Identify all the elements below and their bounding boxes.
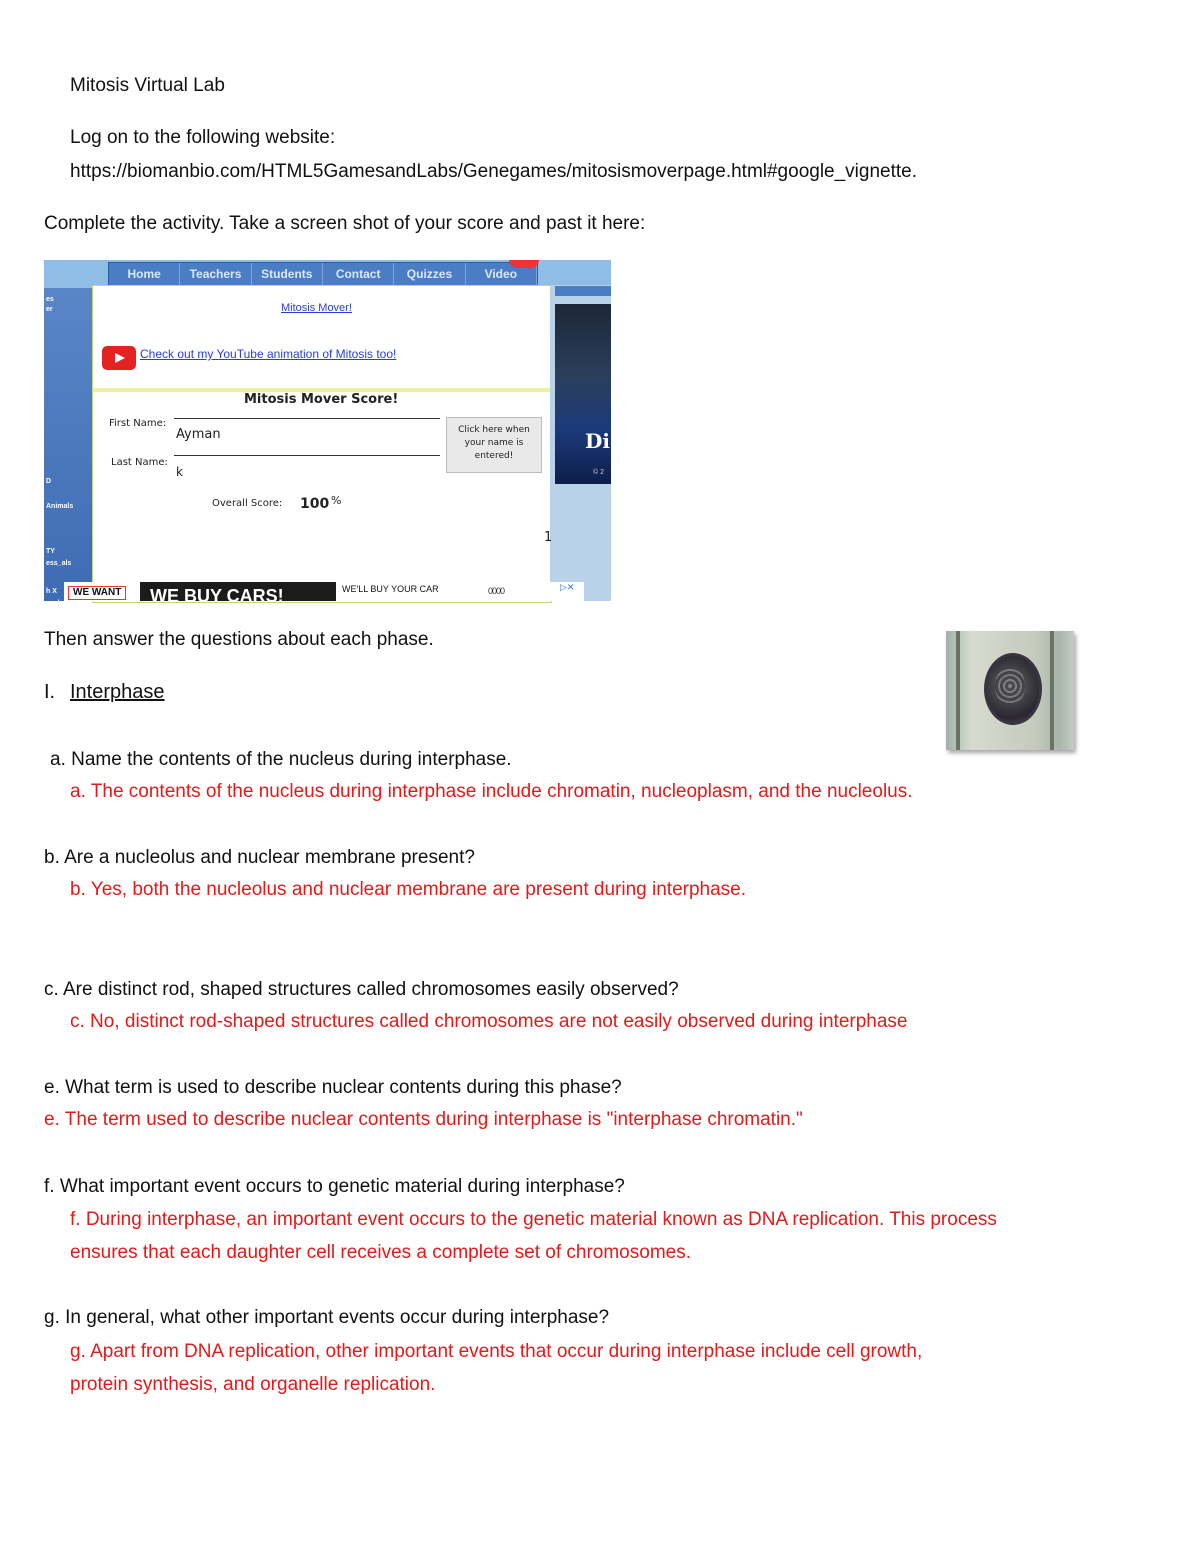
banner-well-buy: WE'LL BUY YOUR CAR bbox=[342, 584, 439, 594]
screenshot-nav-bar bbox=[108, 262, 538, 287]
ad-small-text: © 2 bbox=[593, 469, 604, 476]
first-name-label: First Name: bbox=[109, 418, 167, 429]
score-heading: Mitosis Mover Score! bbox=[244, 392, 399, 407]
answer-c: c. No, distinct rod-shaped structures called chromosomes are not easily observed during interphase bbox=[70, 1011, 908, 1032]
question-g: g. In general, what other important events occur during interphase? bbox=[44, 1307, 610, 1328]
bottom-ad-banner bbox=[64, 582, 584, 606]
question-e: e. What term is used to describe nuclear contents during this phase? bbox=[44, 1077, 622, 1098]
right-topbar bbox=[555, 286, 611, 296]
last-name-label: Last Name: bbox=[111, 457, 168, 468]
mitosis-mover-link: Mitosis Mover! bbox=[281, 302, 352, 314]
score-screenshot bbox=[44, 260, 611, 607]
nav-home: Home bbox=[109, 263, 180, 286]
answer-g-line1: g. Apart from DNA replication, other important events that occur during interphase include cell growth, bbox=[70, 1341, 923, 1362]
adchoices-icon: ▷✕ bbox=[560, 582, 575, 592]
doc-title: Mitosis Virtual Lab bbox=[70, 75, 225, 96]
logon-instruction: Log on to the following website: bbox=[70, 127, 336, 148]
banner-we-want: WE WANT bbox=[68, 586, 126, 600]
first-name-underline bbox=[174, 455, 440, 456]
answer-a: a. The contents of the nucleus during interphase include chromatin, nucleoplasm, and the nucleolus. bbox=[70, 781, 913, 802]
answer-f-line2: ensures that each daughter cell receives a complete set of chromosomes. bbox=[70, 1242, 691, 1263]
question-f: f. What important event occurs to genetic material during interphase? bbox=[44, 1176, 625, 1197]
nav-badge bbox=[509, 260, 539, 268]
question-a: a. Name the contents of the nucleus during interphase. bbox=[50, 749, 512, 770]
side-advertisement bbox=[555, 304, 611, 484]
then-instruction: Then answer the questions about each phase. bbox=[44, 629, 434, 650]
nav-video: Video bbox=[466, 263, 537, 286]
screenshot-instruction: Complete the activity. Take a screen shot of your score and past it here: bbox=[44, 213, 646, 234]
last-name-value: k bbox=[176, 465, 183, 479]
website-url[interactable]: https://biomanbio.com/HTML5GamesandLabs/Genegames/mitosismoverpage.html#google_vignette. bbox=[70, 161, 918, 182]
section-number: I. bbox=[44, 681, 56, 703]
answer-g-line2: protein synthesis, and organelle replication. bbox=[70, 1374, 436, 1395]
question-b: b. Are a nucleolus and nuclear membrane present? bbox=[44, 847, 475, 868]
nav-students: Students bbox=[252, 263, 323, 286]
overall-score-unit: % bbox=[331, 494, 342, 507]
side-digit: 1 bbox=[544, 530, 553, 545]
cell-wall-right bbox=[1050, 631, 1054, 750]
first-name-underline-top bbox=[174, 418, 440, 419]
name-entered-button: Click here when your name is entered! bbox=[446, 417, 542, 473]
answer-e: e. The term used to describe nuclear contents during interphase is "interphase chromatin." bbox=[44, 1109, 803, 1130]
ad-logo: Di bbox=[585, 429, 610, 453]
banner-audi-logo: 0000 bbox=[488, 586, 505, 596]
nav-quizzes: Quizzes bbox=[394, 263, 465, 286]
section-title: Interphase bbox=[70, 681, 165, 703]
overall-score-label: Overall Score: bbox=[212, 498, 283, 509]
answer-f-line1: f. During interphase, an important event occurs to the genetic material known as DNA replication. This process bbox=[70, 1209, 997, 1230]
youtube-link: Check out my YouTube animation of Mitosis too! bbox=[140, 347, 397, 361]
interphase-micrograph bbox=[946, 631, 1074, 750]
screenshot-left-sidebar: es er D Animals TY ess_als h X aaals bbox=[44, 288, 92, 601]
nucleus-image bbox=[984, 653, 1042, 725]
nav-contact: Contact bbox=[323, 263, 394, 286]
overall-score-value: 100 bbox=[300, 496, 330, 512]
nav-teachers: Teachers bbox=[180, 263, 251, 286]
cell-wall-left bbox=[956, 631, 960, 750]
answer-b: b. Yes, both the nucleolus and nuclear membrane are present during interphase. bbox=[70, 879, 747, 900]
banner-we-buy-cars: WE BUY CARS! bbox=[140, 582, 336, 601]
first-name-value: Ayman bbox=[176, 427, 221, 442]
youtube-icon bbox=[102, 346, 136, 370]
question-c: c. Are distinct rod, shaped structures called chromosomes easily observed? bbox=[44, 979, 679, 1000]
